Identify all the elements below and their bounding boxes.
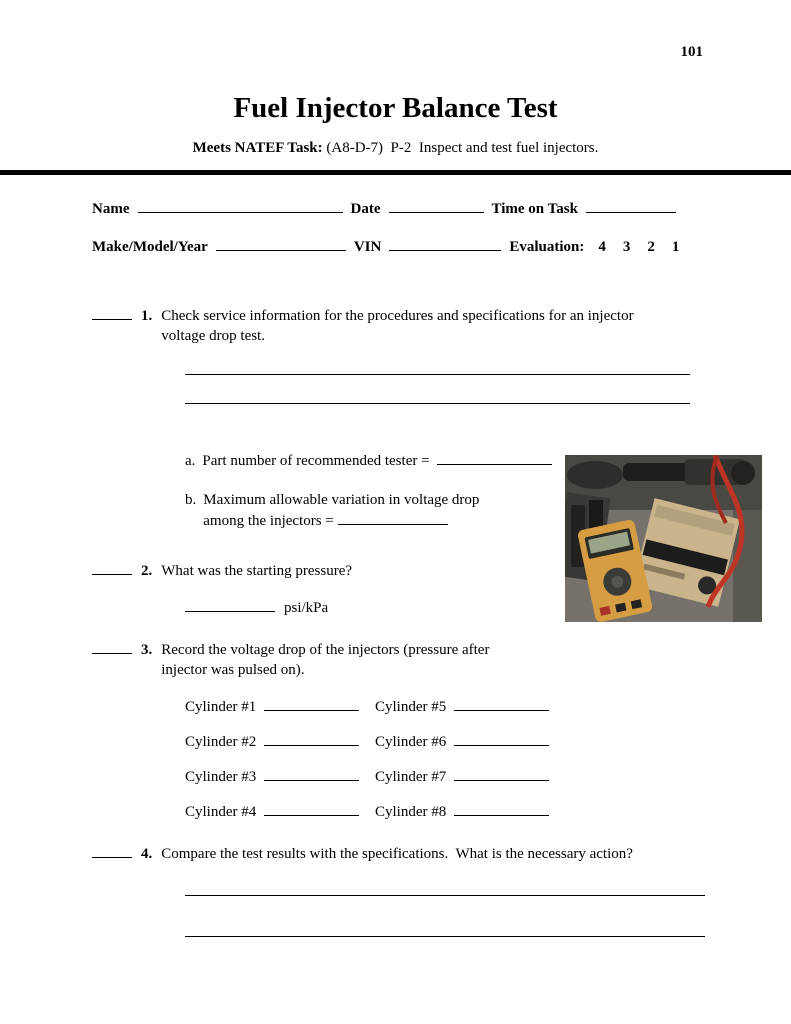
time-on-task-blank: [586, 199, 676, 213]
question-3: [92, 640, 791, 680]
evaluation-score-1: 1: [671, 239, 680, 255]
multimeter-tester-illustration: [565, 455, 762, 622]
cylinder-8-blank: [454, 802, 549, 816]
natef-label: Meets NATEF Task:: [192, 140, 323, 156]
question-3-grade-blank: [92, 640, 132, 654]
natef-task-line: [0, 140, 791, 157]
evaluation-score-2: 2: [647, 239, 655, 255]
question-1-line-2: voltage drop test.: [161, 328, 265, 344]
question-3-text: [161, 640, 489, 680]
vehicle-line: [92, 237, 721, 256]
question-2-number: 2.: [141, 563, 153, 579]
question-4-grade-blank: [92, 844, 132, 858]
cylinder-entry-8: [375, 802, 565, 821]
page-number: 101: [680, 44, 703, 60]
question-1-answer-line-1: [185, 374, 690, 375]
sub-b-line-2: [203, 511, 479, 532]
cylinder-entry-6: [375, 732, 565, 751]
question-3-line-2: injector was pulsed on).: [161, 662, 305, 678]
date-blank: [389, 199, 484, 213]
cylinder-6-blank: [454, 732, 549, 746]
sub-b-blank: [338, 511, 448, 525]
cylinder-5-label: Cylinder #5: [375, 699, 447, 715]
cylinder-2-label: Cylinder #2: [185, 734, 257, 750]
cylinder-entry-5: [375, 697, 565, 716]
cylinder-1-blank: [264, 697, 359, 711]
question-3-number: 3.: [141, 642, 153, 658]
evaluation-score-3: 3: [622, 239, 631, 255]
question-3-line-1: Record the voltage drop of the injectors (pressure after: [161, 642, 490, 658]
question-1: [92, 306, 791, 346]
sub-b-text: [203, 490, 479, 532]
cylinder-4-label: Cylinder #4: [185, 804, 257, 820]
natef-text: (A8-D-7) P-2 Inspect and test fuel injectors.: [326, 140, 599, 156]
time-on-task-label: Time on Task: [491, 201, 578, 217]
sub-a-blank: [437, 451, 552, 465]
question-4-text: Compare the test results with the specifications. What is the necessary action?: [161, 846, 633, 862]
cylinder-grid: [185, 697, 791, 821]
cylinder-8-label: Cylinder #8: [375, 804, 447, 820]
question-4-number: 4.: [141, 846, 153, 862]
name-blank: [138, 199, 343, 213]
page-title: Fuel Injector Balance Test: [233, 92, 558, 124]
make-model-year-blank: [216, 237, 346, 251]
question-4-answer-line-1: [185, 895, 705, 896]
cylinder-4-blank: [264, 802, 359, 816]
question-1-grade-blank: [92, 306, 132, 320]
cylinder-entry-3: [185, 767, 375, 786]
question-1-line-1: Check service information for the procedures and specifications for an injector: [161, 308, 634, 324]
vin-label: VIN: [353, 239, 382, 255]
cylinder-entry-7: [375, 767, 565, 786]
make-model-year-label: Make/Model/Year: [92, 239, 208, 255]
date-label: Date: [350, 201, 381, 217]
cylinder-3-blank: [264, 767, 359, 781]
divider-rule: [0, 170, 791, 175]
sub-b-label: b.: [185, 492, 197, 508]
cylinder-entry-2: [185, 732, 375, 751]
evaluation-score-4: 4: [598, 239, 606, 255]
sub-a-label: a.: [185, 453, 196, 469]
name-label: Name: [92, 201, 130, 217]
question-1-number: 1.: [141, 308, 153, 324]
evaluation-label: Evaluation:: [509, 239, 585, 255]
evaluation-scale: [598, 239, 679, 256]
cylinder-7-blank: [454, 767, 549, 781]
cylinder-2-blank: [264, 732, 359, 746]
cylinder-entry-1: [185, 697, 375, 716]
cylinder-1-label: Cylinder #1: [185, 699, 257, 715]
name-date-line: [92, 199, 721, 218]
pressure-unit-label: psi/kPa: [284, 600, 329, 616]
cylinder-3-label: Cylinder #3: [185, 769, 257, 785]
sub-b-line-1: Maximum allowable variation in voltage drop: [203, 492, 480, 508]
question-4-answer-line-2: [185, 936, 705, 937]
question-1-answer-line-2: [185, 403, 690, 404]
vin-blank: [389, 237, 501, 251]
question-2-grade-blank: [92, 561, 132, 575]
cylinder-6-label: Cylinder #6: [375, 734, 447, 750]
question-1-text: [161, 306, 633, 346]
sub-a-text: Part number of recommended tester =: [202, 453, 430, 469]
cylinder-entry-4: [185, 802, 375, 821]
cylinder-5-blank: [454, 697, 549, 711]
question-4: [92, 844, 791, 864]
equipment-photo: [565, 455, 762, 622]
question-2-text: What was the starting pressure?: [161, 563, 353, 579]
sub-b-line-2-text: among the injectors =: [203, 513, 334, 529]
cylinder-7-label: Cylinder #7: [375, 769, 447, 785]
pressure-blank: [185, 598, 275, 612]
